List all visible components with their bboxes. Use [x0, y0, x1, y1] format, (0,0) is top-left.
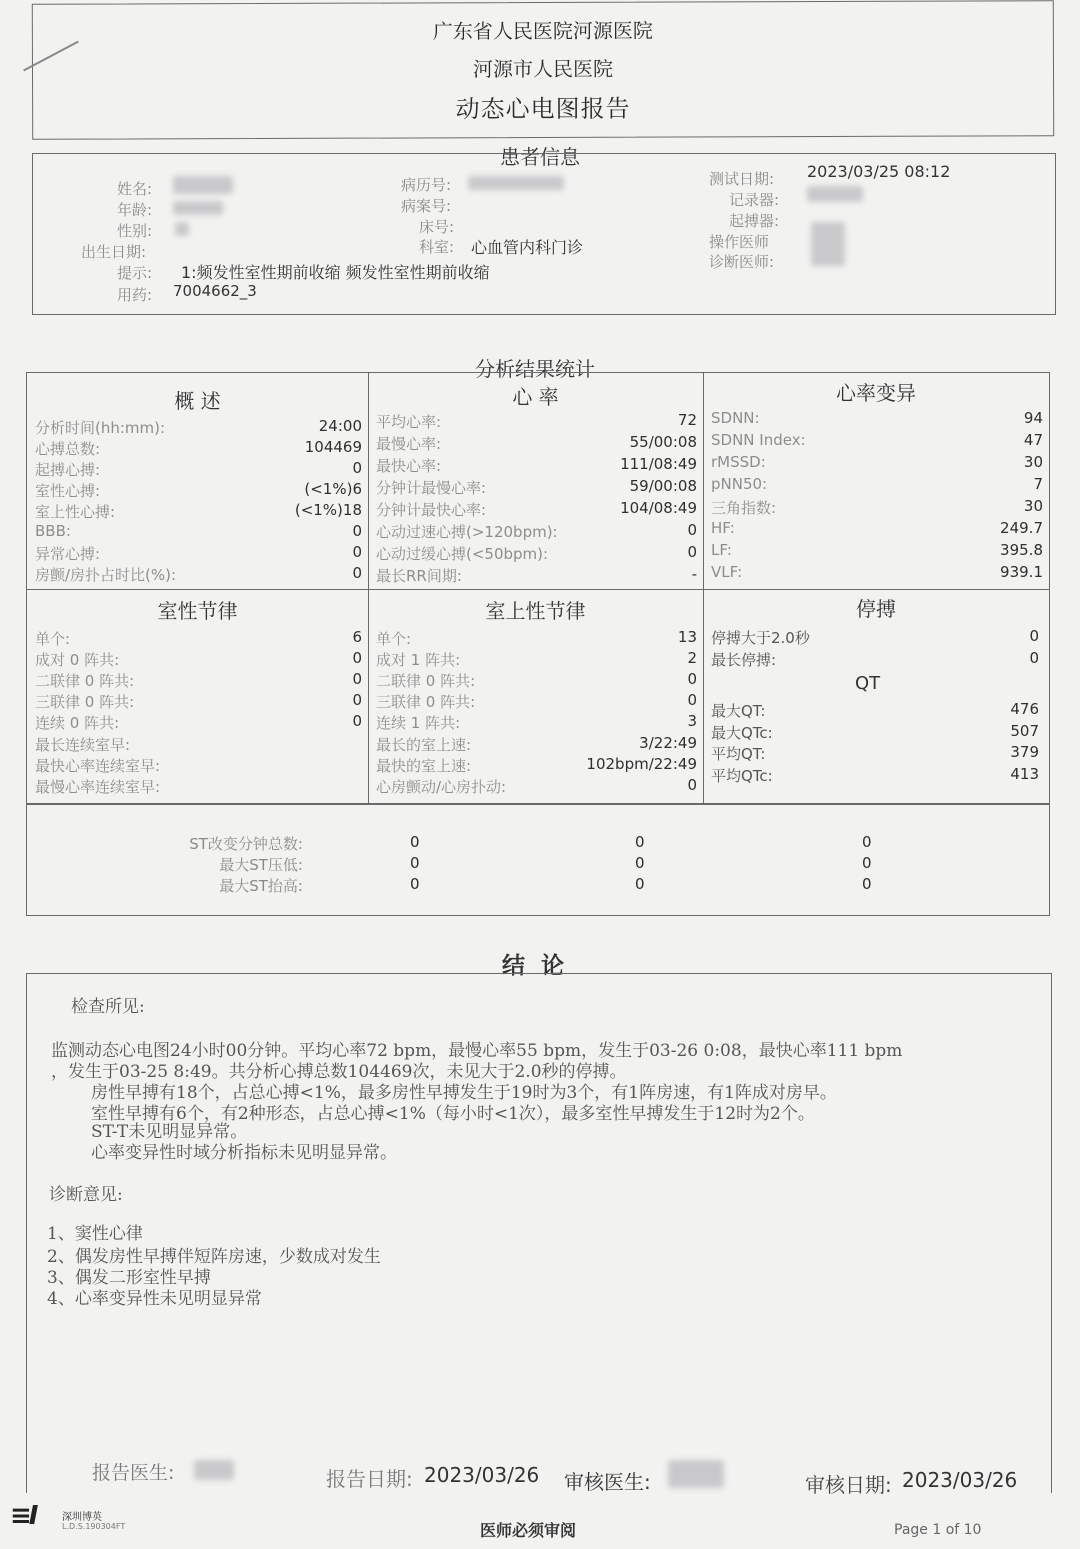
- hrv-row: pNN50: 7: [711, 475, 1043, 493]
- overview-row: 起搏心搏: 0: [35, 459, 362, 479]
- heart-rate-row: 心动过速心搏(>120bpm): 0: [376, 521, 697, 541]
- heart-rate-row: 最长RR间期: -: [376, 565, 697, 585]
- hrv-row: 三角指数: 30: [711, 497, 1043, 517]
- conclusion-title: 结 论: [501, 953, 568, 979]
- conclusion-box: [26, 973, 1052, 1493]
- heart-rate-row: 心动过缓心搏(<50bpm): 0: [376, 543, 697, 563]
- qt-row: 最大QTc: 507: [711, 722, 1039, 742]
- company-name: 深圳博英: [62, 1512, 102, 1523]
- hint-value: 1:频发性室性期前收缩 频发性室性期前收缩: [181, 263, 490, 282]
- ventricular-row: 单个: 6: [35, 628, 362, 648]
- st-label: ST改变分钟总数:: [189, 835, 303, 853]
- st-value: 0: [410, 854, 420, 872]
- overview-row: BBB: 0: [35, 522, 362, 540]
- st-value: 0: [635, 875, 645, 893]
- supraventricular-row: 最长的室上速: 3/22:49: [376, 734, 697, 754]
- analysis-section-title: 分析结果统计: [475, 357, 595, 381]
- findings-line: ST-T未见明显异常。: [91, 1122, 248, 1142]
- redacted-name: [173, 176, 233, 194]
- overview-row: 异常心搏: 0: [35, 543, 362, 563]
- findings-label: 检查所见:: [71, 997, 145, 1017]
- heart-rate-title: 心 率: [512, 385, 559, 409]
- ventricular-row: 二联律 0 阵共: 0: [35, 670, 362, 690]
- hrv-row: rMSSD: 30: [711, 453, 1043, 471]
- patient-section-title: 患者信息: [500, 145, 580, 169]
- st-value: 0: [862, 875, 872, 893]
- dob-label: 出生日期:: [81, 243, 147, 261]
- hrv-row: HF: 249.7: [711, 519, 1043, 537]
- st-label: 最大ST压低:: [219, 856, 303, 874]
- hrv-row: SDNN: 94: [711, 409, 1043, 427]
- ventricular-panel: [27, 589, 368, 805]
- ventricular-row: 最慢心率连续室早:: [35, 778, 161, 796]
- redacted-report-doctor: [194, 1460, 234, 1480]
- review-doctor-label: 审核医生:: [564, 1470, 651, 1494]
- diagnosis-doctor-label: 诊断医师:: [709, 253, 775, 271]
- pause-row: 停搏大于2.0秒 0: [711, 627, 1039, 647]
- findings-line: 房性早搏有18个，占总心搏<1%，最多房性早搏发生于19时为3个，有1阵房速，有1阵成对房早。: [91, 1083, 837, 1103]
- supraventricular-title: 室上性节律: [485, 599, 586, 623]
- findings-line: 监测动态心电图24小时00分钟。平均心率72 bpm，最慢心率55 bpm，发生于03-26 0:08，最快心率111 bpm: [51, 1041, 903, 1061]
- diagnosis-item: 2、偶发房性早搏伴短阵房速，少数成对发生: [47, 1247, 381, 1267]
- ventricular-row: 三联律 0 阵共: 0: [35, 691, 362, 711]
- supraventricular-row: 成对 1 阵共: 2: [376, 649, 697, 669]
- overview-row: 房颤/房扑占时比(%): 0: [35, 564, 362, 584]
- sex-label: 性别:: [117, 222, 153, 240]
- findings-line: ，发生于03-25 8:49。共分析心搏总数104469次，未见大于2.0秒的停搏。: [51, 1062, 627, 1082]
- st-value: 0: [862, 854, 872, 872]
- analysis-table: [26, 372, 1050, 804]
- pause-panel: [703, 589, 1049, 805]
- ventricular-row: 最快心率连续室早:: [35, 757, 161, 775]
- st-value: 0: [635, 833, 645, 851]
- redacted-record-no: [468, 176, 564, 190]
- review-date-value: 2023/03/26: [902, 1468, 1018, 1492]
- review-date-label: 审核日期:: [805, 1473, 892, 1497]
- st-value: 0: [635, 854, 645, 872]
- overview-row: 室上性心搏: (<1%)18: [35, 501, 362, 521]
- qt-row: 平均QT: 379: [711, 743, 1039, 763]
- recorder-label: 记录器:: [729, 191, 780, 209]
- ventricular-row: 成对 0 阵共: 0: [35, 649, 362, 669]
- hrv-title: 心率变异: [836, 381, 916, 405]
- test-date-label: 测试日期:: [709, 170, 775, 188]
- diagnosis-label: 诊断意见:: [49, 1185, 123, 1205]
- age-label: 年龄:: [117, 201, 153, 219]
- heart-rate-row: 分钟计最快心率: 104/08:49: [376, 499, 697, 519]
- supraventricular-row: 单个: 13: [376, 628, 697, 648]
- findings-line: 室性早搏有6个，有2种形态，占总心搏<1%（每小时<1次），最多室性早搏发生于12时为2个。: [91, 1104, 815, 1124]
- report-date-value: 2023/03/26: [424, 1463, 540, 1487]
- ventricular-row: 最长连续室早:: [35, 736, 131, 754]
- patient-info-box: [32, 153, 1056, 315]
- hrv-row: VLF: 939.1: [711, 563, 1043, 581]
- overview-row: 心搏总数: 104469: [35, 438, 362, 458]
- record-no-label: 病历号:: [401, 176, 452, 194]
- hospital-name-2: 河源市人民医院: [472, 56, 614, 82]
- supraventricular-row: 最快的室上速: 102bpm/22:49: [376, 755, 697, 775]
- dept-value: 心血管内科门诊: [471, 238, 584, 257]
- redacted-age: [173, 201, 223, 215]
- review-notice: 医师必须审阅: [479, 1521, 576, 1540]
- report-doctor-label: 报告医生:: [92, 1462, 175, 1484]
- hrv-row: LF: 395.8: [711, 541, 1043, 559]
- header-box: [32, 0, 1054, 140]
- overview-title: 概 述: [174, 389, 221, 413]
- hint-label: 提示:: [117, 264, 153, 282]
- heart-rate-row: 最快心率: 111/08:49: [376, 455, 697, 475]
- report-date-label: 报告日期:: [326, 1467, 413, 1491]
- report-title: 动态心电图报告: [455, 94, 631, 124]
- bed-label: 床号:: [419, 218, 455, 236]
- redacted-review-doctor: [668, 1460, 724, 1488]
- hrv-panel: [703, 373, 1049, 589]
- findings-line: 心率变异性时域分析指标未见明显异常。: [91, 1143, 397, 1163]
- dept-label: 科室:: [419, 238, 455, 256]
- case-no-label: 病案号:: [401, 197, 452, 215]
- overview-row: 分析时间(hh:mm): 24:00: [35, 417, 362, 437]
- qt-row: 平均QTc: 413: [711, 765, 1039, 785]
- overview-panel: [27, 373, 368, 589]
- redacted-sex: [175, 222, 189, 236]
- ventricular-row: 连续 0 阵共: 0: [35, 712, 362, 732]
- supraventricular-row: 三联律 0 阵共: 0: [376, 691, 697, 711]
- medication-label: 用药:: [117, 286, 153, 304]
- st-value: 0: [410, 833, 420, 851]
- supraventricular-row: 心房颤动/心房扑动: 0: [376, 776, 697, 796]
- page-info: Page 1 of 10: [894, 1522, 982, 1538]
- redacted-recorder: [807, 186, 863, 202]
- diagnosis-item: 3、偶发二形室性早搏: [47, 1268, 211, 1288]
- ventricular-title: 室性节律: [157, 599, 238, 623]
- st-table: [26, 804, 1050, 916]
- supraventricular-row: 二联律 0 阵共: 0: [376, 670, 697, 690]
- hospital-name: 广东省人民医院河源医院: [432, 18, 653, 44]
- pause-row: 最长停搏: 0: [711, 649, 1039, 669]
- medication-value: 7004662_3: [173, 282, 257, 300]
- heart-rate-panel: [368, 373, 703, 589]
- company-code: L.D.S.190304FT: [62, 1522, 126, 1531]
- pause-title: 停搏: [856, 597, 896, 621]
- supraventricular-row: 连续 1 阵共: 3: [376, 712, 697, 732]
- supraventricular-panel: [368, 589, 703, 805]
- overview-row: 室性心搏: (<1%)6: [35, 480, 362, 500]
- qt-row: 最大QT: 476: [711, 700, 1039, 720]
- heart-rate-row: 分钟计最慢心率: 59/00:08: [376, 477, 697, 497]
- diagnosis-item: 4、心率变异性未见明显异常: [47, 1289, 262, 1309]
- pacemaker-label: 起搏器:: [729, 212, 780, 230]
- st-label: 最大ST抬高:: [219, 877, 303, 895]
- operator-label: 操作医师: [709, 233, 770, 251]
- qt-title: QT: [855, 673, 881, 694]
- test-date-value: 2023/03/25 08:12: [807, 162, 951, 181]
- heart-rate-row: 最慢心率: 55/00:08: [376, 433, 697, 453]
- redacted-doctors: [811, 222, 845, 266]
- name-label: 姓名:: [117, 180, 153, 198]
- diagnosis-item: 1、窦性心律: [47, 1224, 143, 1244]
- heart-rate-row: 平均心率: 72: [376, 411, 697, 431]
- st-value: 0: [862, 833, 872, 851]
- company-logo-icon: ≡I: [10, 1501, 36, 1531]
- hrv-row: SDNN Index: 47: [711, 431, 1043, 449]
- st-value: 0: [410, 875, 420, 893]
